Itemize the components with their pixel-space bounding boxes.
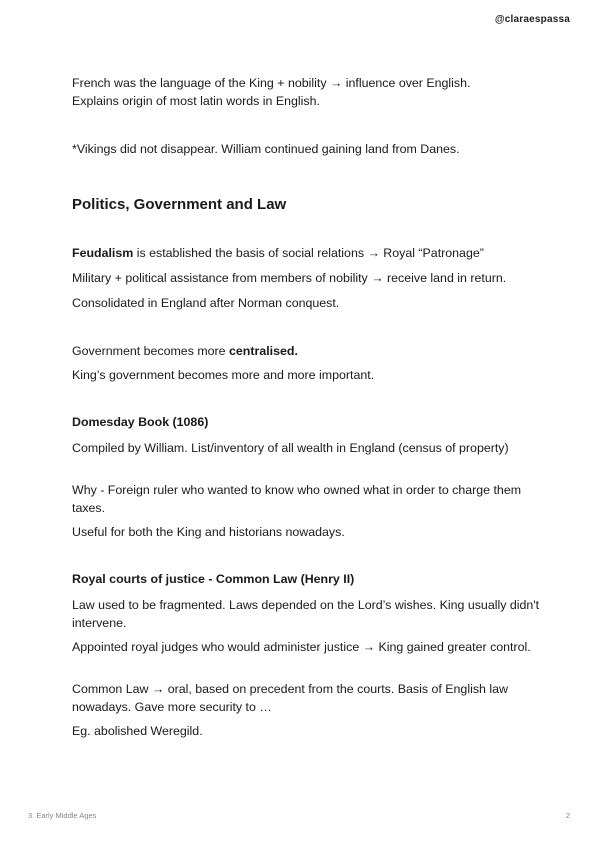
government-line <box>72 342 542 360</box>
feudalism-line <box>72 244 542 262</box>
domesday-why: Why - Foreign ruler who wanted to know who owned what in order to charge them taxes. <box>72 483 522 515</box>
vikings-note: *Vikings did not disappear. William continued gaining land from Danes. <box>72 142 460 156</box>
footer-section-label: 3. Early Middle Ages <box>28 811 97 820</box>
courts-common-law: Common Law → oral, based on precedent from the courts. Basis of English law nowadays. Gave more security to … <box>72 682 508 714</box>
feudalism-term: Feudalism <box>72 246 134 260</box>
intro-line-1: French was the language of the King + nobility → influence over English. <box>72 76 471 90</box>
courts-judges: Appointed royal judges who would administer justice → King gained greater control. <box>72 640 531 654</box>
footer-page-number: 2 <box>565 811 570 820</box>
domesday-heading: Domesday Book (1086) <box>72 415 209 429</box>
government-text: Government becomes more <box>72 344 230 358</box>
feudalism-text: is established the basis of social relations → Royal “Patronage” <box>133 246 484 260</box>
politics-heading: Politics, Government and Law <box>72 196 287 213</box>
domesday-compiled: Compiled by William. List/inventory of all wealth in England (census of property) <box>72 441 509 455</box>
courts-heading: Royal courts of justice - Common Law (Henry II) <box>72 572 355 586</box>
courts-law-fragmented: Law used to be fragmented. Laws depended on the Lord’s wishes. King usually didn't intervene. <box>72 598 540 630</box>
author-watermark: @claraespassa <box>494 14 570 25</box>
military-line: Military + political assistance from members of nobility → receive land in return. <box>72 271 507 285</box>
intro-line-2: Explains origin of most latin words in English. <box>72 94 320 108</box>
domesday-useful: Useful for both the King and historians nowadays. <box>72 525 345 539</box>
consolidated-line: Consolidated in England after Norman conquest. <box>72 296 340 310</box>
courts-weregild: Eg. abolished Weregild. <box>72 724 203 738</box>
king-government-line: King’s government becomes more and more important. <box>72 368 375 382</box>
centralised-term: centralised. <box>229 344 298 358</box>
